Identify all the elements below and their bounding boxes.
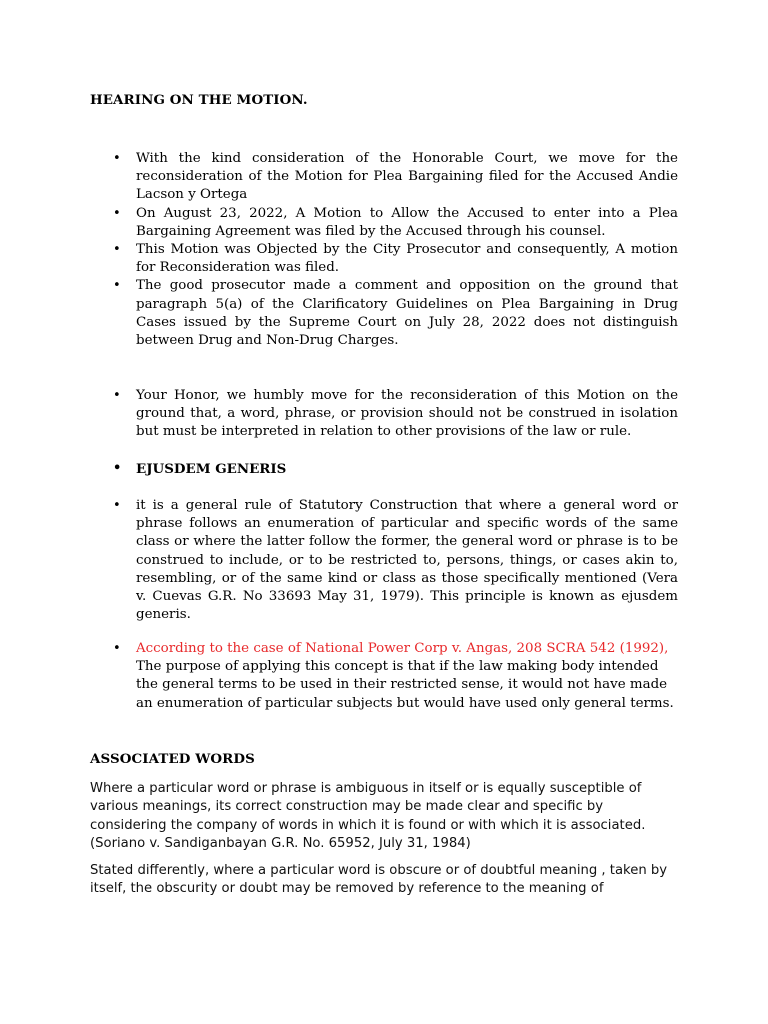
case-citation: According to the case of National Power Corp v. Angas, 208 SCRA 542 (1992), xyxy=(136,641,669,656)
motion-bullet-list xyxy=(90,150,678,350)
subheading-ejusdem-generis: • EJUSDEM GENERIS xyxy=(90,460,678,478)
list-item: • On August 23, 2022, A Motion to Allow the Accused to enter into a Plea Bargaining Agreement was filed by the Accused through his counsel. xyxy=(90,205,678,241)
paragraph-stated-differently: Stated differently, where a particular word is obscure or of doubtful meaning , taken by itself, the obscurity or doubt may be removed by reference to the meaning of xyxy=(90,863,668,897)
list-item: • The good prosecutor made a comment and opposition on the ground that paragraph 5(a) of the Clarificatory Guidelines on Plea Bargaining in Drug Cases issued by the Supreme Court on July 28, 2022 does not distinguish between Drug and Non-Drug Charges. xyxy=(90,277,678,350)
case-bullet-list xyxy=(90,640,678,713)
section-heading-hearing: HEARING ON THE MOTION. xyxy=(90,92,308,108)
paragraph-associated-words: Where a particular word or phrase is ambiguous in itself or is equally susceptible of various meanings, its correct construction may be made clear and specific by considering the company of words in which it is found or with which it is associated. (Soriano v. Sandiganbayan G.R. No. 65952, July 31, 1984) xyxy=(90,781,646,851)
list-item: • This Motion was Objected by the City Prosecutor and consequently, A motion for Reconsideration was filed. xyxy=(90,241,678,277)
rule-bullet-list xyxy=(90,497,678,624)
list-item: • With the kind consideration of the Honorable Court, we move for the reconsideration of the Motion for Plea Bargaining filed for the Accused Andie Lacson y Ortega xyxy=(90,150,678,205)
argument-bullet-list xyxy=(90,387,678,442)
list-item: • it is a general rule of Statutory Construction that where a general word or phrase follows an enumeration of particular and specific words of the same class or where the latter follow the former, the general word or phrase is to be construed to include, or to be restricted to, persons, things, or cases akin to, resembling, or of the same kind or class as those specifically mentioned (Vera v. Cuevas G.R. No 33693 May 31, 1979). This principle is known as ejusdem generis. xyxy=(90,497,678,624)
list-item xyxy=(90,640,678,713)
section-heading-associated-words: ASSOCIATED WORDS xyxy=(90,751,255,767)
ejusdem-generis-bullet xyxy=(90,460,678,478)
case-text: The purpose of applying this concept is that if the law making body intended the general terms to be used in their restricted sense, it would not have made an enumeration of particular subjects but would have used only general terms. xyxy=(136,659,674,711)
list-item: • Your Honor, we humbly move for the reconsideration of this Motion on the ground that, a word, phrase, or provision should not be construed in isolation but must be interpreted in relation to other provisions of the law or rule. xyxy=(90,387,678,442)
